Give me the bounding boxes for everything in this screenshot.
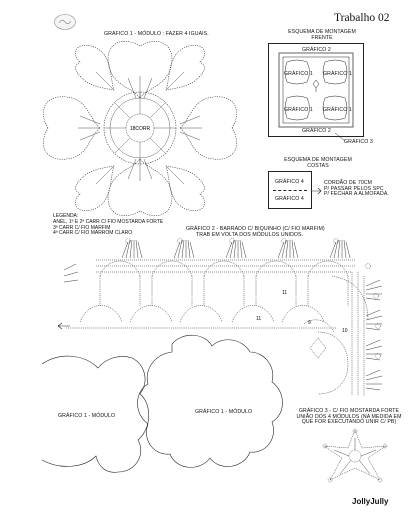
- frente-corner-label: GRÁFICO 3: [344, 139, 373, 145]
- star-outline: [324, 430, 386, 480]
- grafico2-mark-b: 11: [256, 316, 262, 322]
- montagem-costas-title: [278, 157, 358, 169]
- montagem-costas-title-line2: COSTAS: [307, 163, 329, 169]
- brand-logo: JollyJully: [352, 497, 389, 506]
- lower-arch-row: [66, 306, 336, 329]
- logo-stamp-icon: [54, 14, 76, 30]
- right-border: [318, 272, 368, 396]
- grafico2-caption-line1: GRÁFICO 2 - BARRADO C/ BIQUINHO (C/ FIO MARFIM): [186, 226, 325, 232]
- montagem-frente-diagram: [268, 43, 364, 137]
- montagem-frente-title-line1: ESQUEMA DE MONTAGEM: [288, 29, 356, 35]
- modules-outline-diagram: [40, 330, 300, 480]
- grafico1-caption: GRÁFICO 1 - MÓDULO : FAZER 4 IGUAIS.: [104, 31, 209, 37]
- frente-right-bottom-label: GRÁFICO 1: [323, 107, 352, 113]
- frente-bottom-label: GRÁFICO 2: [302, 128, 331, 134]
- stitch-rows: [96, 260, 356, 272]
- legenda: [53, 214, 163, 237]
- legenda-line3: 4ª CARR C/ FIO MARROM CLARO: [53, 230, 133, 237]
- frente-top-label: GRÁFICO 2: [302, 47, 331, 53]
- montagem-frente-title-line2: FRENTE: [311, 35, 333, 41]
- grafico3-caption-line3: QUE FOR EXECUTANDO UNIR C/ PB): [301, 419, 397, 426]
- costas-arrow-icon: [312, 186, 324, 196]
- right-fans: [366, 280, 382, 390]
- grafico3-star-diagram: [320, 428, 390, 486]
- legenda-line2: 3ª CARR C/ FIO MARFIM: [53, 224, 111, 231]
- grafico2-caption-line2: TRAB EM VOLTA DOS MÓDULOS UNIDOS.: [196, 232, 304, 238]
- center-module-label: GRÁFICO 1 - MÓDULO: [195, 409, 253, 415]
- costas-note-line3: P/ FECHAR A ALMOFADA.: [324, 191, 389, 198]
- frente-right-top-label: GRÁFICO 1: [323, 71, 352, 77]
- costas-note-line1: CORDÃO DE 70CM: [324, 180, 373, 186]
- grafico2-mark-a: 11: [282, 290, 288, 296]
- grafico3-caption-line1: GRÁFICO 3 - C/ FIO MOSTARDA FORTE: [298, 408, 400, 414]
- costas-note-line2: P/ PASSAR PELOS SPC: [324, 185, 384, 192]
- grafico3-caption: [296, 409, 402, 426]
- grafico1-motif-diagram: [40, 36, 240, 221]
- montagem-costas-title-line1: ESQUEMA DE MONTAGEM: [284, 157, 352, 163]
- grafico3-caption-line2: UNIÃO DOS 4 MÓDULOS (NA MEDIDA EM: [296, 413, 402, 420]
- legenda-line1: ANEL, 1ª E 2ª CARR C/ FIO MOSTARDA FORTE: [53, 218, 164, 225]
- center-module-outline: [138, 335, 283, 467]
- costas-divider: [273, 190, 307, 191]
- left-module-label: GRÁFICO 1 - MÓDULO: [58, 413, 116, 419]
- montagem-costas-diagram: [268, 171, 312, 209]
- montagem-frente-title: [284, 29, 360, 41]
- montagem-frente-shapes: [269, 44, 363, 136]
- fan-row-top: [64, 240, 350, 282]
- grafico1-center-label: 18CORR: [129, 126, 151, 132]
- legenda-title: LEGENDA:: [53, 213, 79, 219]
- costas-box-bottom-label: GRÁFICO 4: [275, 196, 304, 202]
- logo-stamp: [54, 14, 76, 30]
- frente-left-bottom-label: GRÁFICO 1: [284, 107, 313, 113]
- frente-left-top-label: GRÁFICO 1: [284, 71, 313, 77]
- page-title: Trabalho 02: [334, 12, 390, 24]
- costas-note: [324, 181, 389, 198]
- costas-box-top-label: GRÁFICO 4: [275, 179, 304, 185]
- grafico2-mark-c: 10: [342, 328, 348, 334]
- grafico2-mark-d: 9: [308, 320, 311, 326]
- arch-row: [100, 261, 348, 306]
